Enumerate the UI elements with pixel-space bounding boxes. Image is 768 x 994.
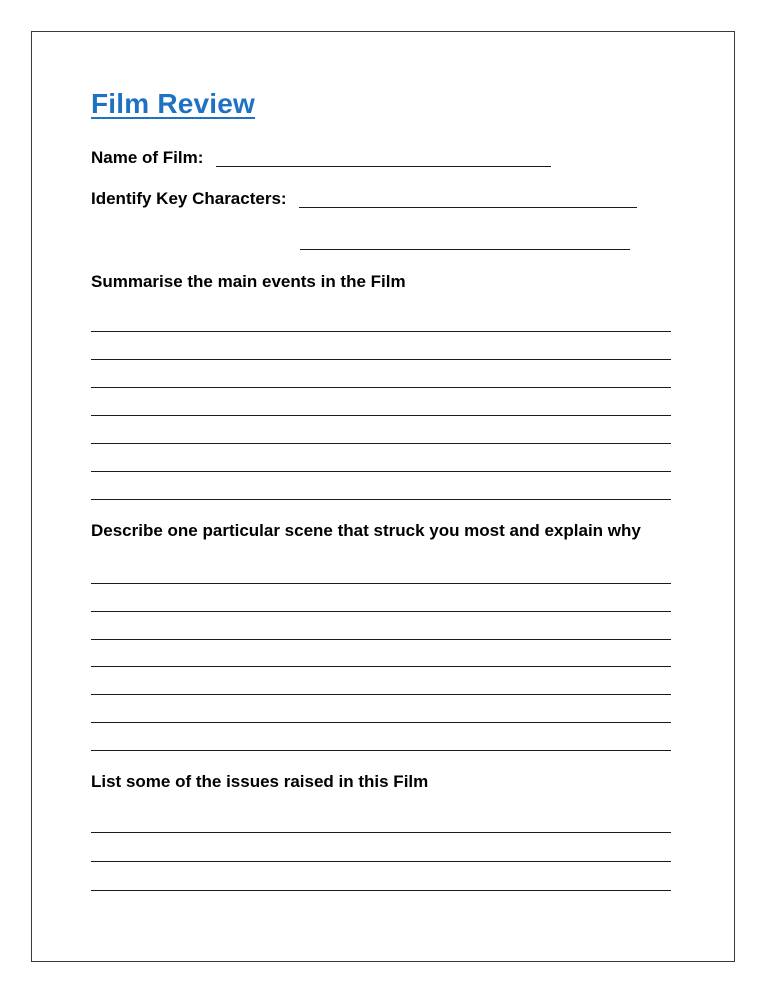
issues-line-1[interactable] (91, 832, 671, 833)
summary-line-3[interactable] (91, 387, 671, 388)
scene-line-2[interactable] (91, 611, 671, 612)
issues-prompt: List some of the issues raised in this Film (91, 772, 429, 791)
page-title: Film Review (91, 88, 256, 119)
summary-prompt: Summarise the main events in the Film (91, 272, 406, 291)
scene-prompt: Describe one particular scene that struck you most and explain why (91, 521, 641, 540)
summary-line-1[interactable] (91, 331, 671, 332)
summary-line-6[interactable] (91, 471, 671, 472)
scene-line-3[interactable] (91, 639, 671, 640)
summary-line-5[interactable] (91, 443, 671, 444)
scene-line-4[interactable] (91, 666, 671, 667)
summary-line-4[interactable] (91, 415, 671, 416)
summary-line-2[interactable] (91, 359, 671, 360)
film-name-label: Name of Film: (91, 148, 204, 167)
film-name-field[interactable] (216, 166, 551, 167)
scene-line-5[interactable] (91, 694, 671, 695)
issues-line-3[interactable] (91, 890, 671, 891)
scene-line-1[interactable] (91, 583, 671, 584)
scene-line-6[interactable] (91, 722, 671, 723)
key-characters-field-1[interactable] (299, 207, 637, 208)
scene-line-7[interactable] (91, 750, 671, 751)
summary-line-7[interactable] (91, 499, 671, 500)
key-characters-field-2[interactable] (300, 249, 630, 250)
issues-line-2[interactable] (91, 861, 671, 862)
page-border (31, 31, 735, 962)
key-characters-label: Identify Key Characters: (91, 189, 287, 208)
